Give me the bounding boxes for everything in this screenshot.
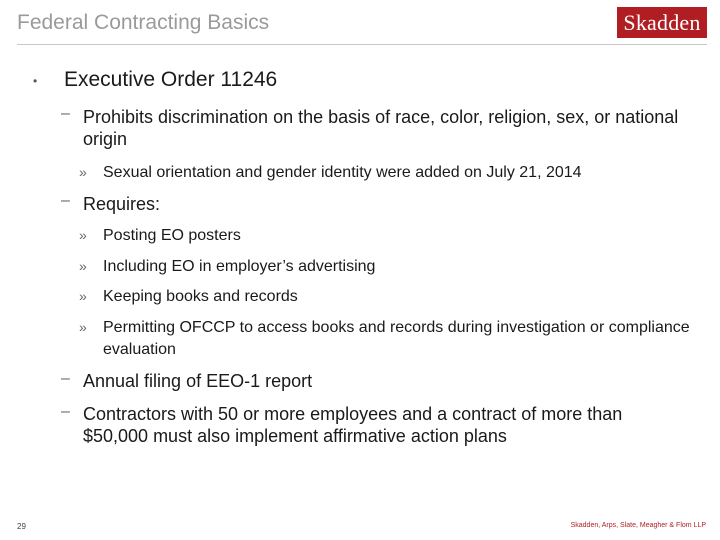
subitem-sexual-orientation: Sexual orientation and gender identity were added on July 21, 2014 [103, 164, 582, 181]
title-divider [17, 44, 707, 45]
bullet-marker: • [33, 74, 38, 88]
item-eeo1: Annual filing of EEO-1 report [83, 371, 313, 391]
chevron-marker: » [79, 258, 87, 274]
subitem-ofccp-access: Permitting OFCCP to access books and records during investigation or compliance evaluation [103, 319, 690, 358]
slide-title: Federal Contracting Basics [17, 11, 270, 34]
item-prohibits: Prohibits discrimination on the basis of race, color, religion, sex, or national origin [83, 107, 679, 149]
chevron-marker: » [79, 288, 87, 304]
subitem-posting: Posting EO posters [103, 227, 241, 244]
chevron-marker: » [79, 227, 87, 243]
dash-marker: – [61, 192, 70, 209]
skadden-logo: Skadden [617, 7, 707, 38]
subitem-advertising: Including EO in employer’s advertising [103, 258, 376, 275]
chevron-marker: » [79, 164, 87, 180]
item-requires: Requires: [83, 194, 161, 214]
footer-firm-name: Skadden, Arps, Slate, Meagher & Flom LLP [570, 522, 706, 529]
dash-marker: – [61, 370, 70, 387]
dash-marker: – [61, 403, 70, 420]
dash-marker: – [61, 105, 70, 122]
page-number: 29 [17, 522, 26, 531]
chevron-marker: » [79, 319, 87, 335]
heading-executive-order: Executive Order 11246 [64, 68, 278, 91]
subitem-books-records: Keeping books and records [103, 288, 298, 305]
item-affirmative-action: Contractors with 50 or more employees and a contract of more than $50,000 must also implement affirmative action plans [83, 404, 623, 446]
